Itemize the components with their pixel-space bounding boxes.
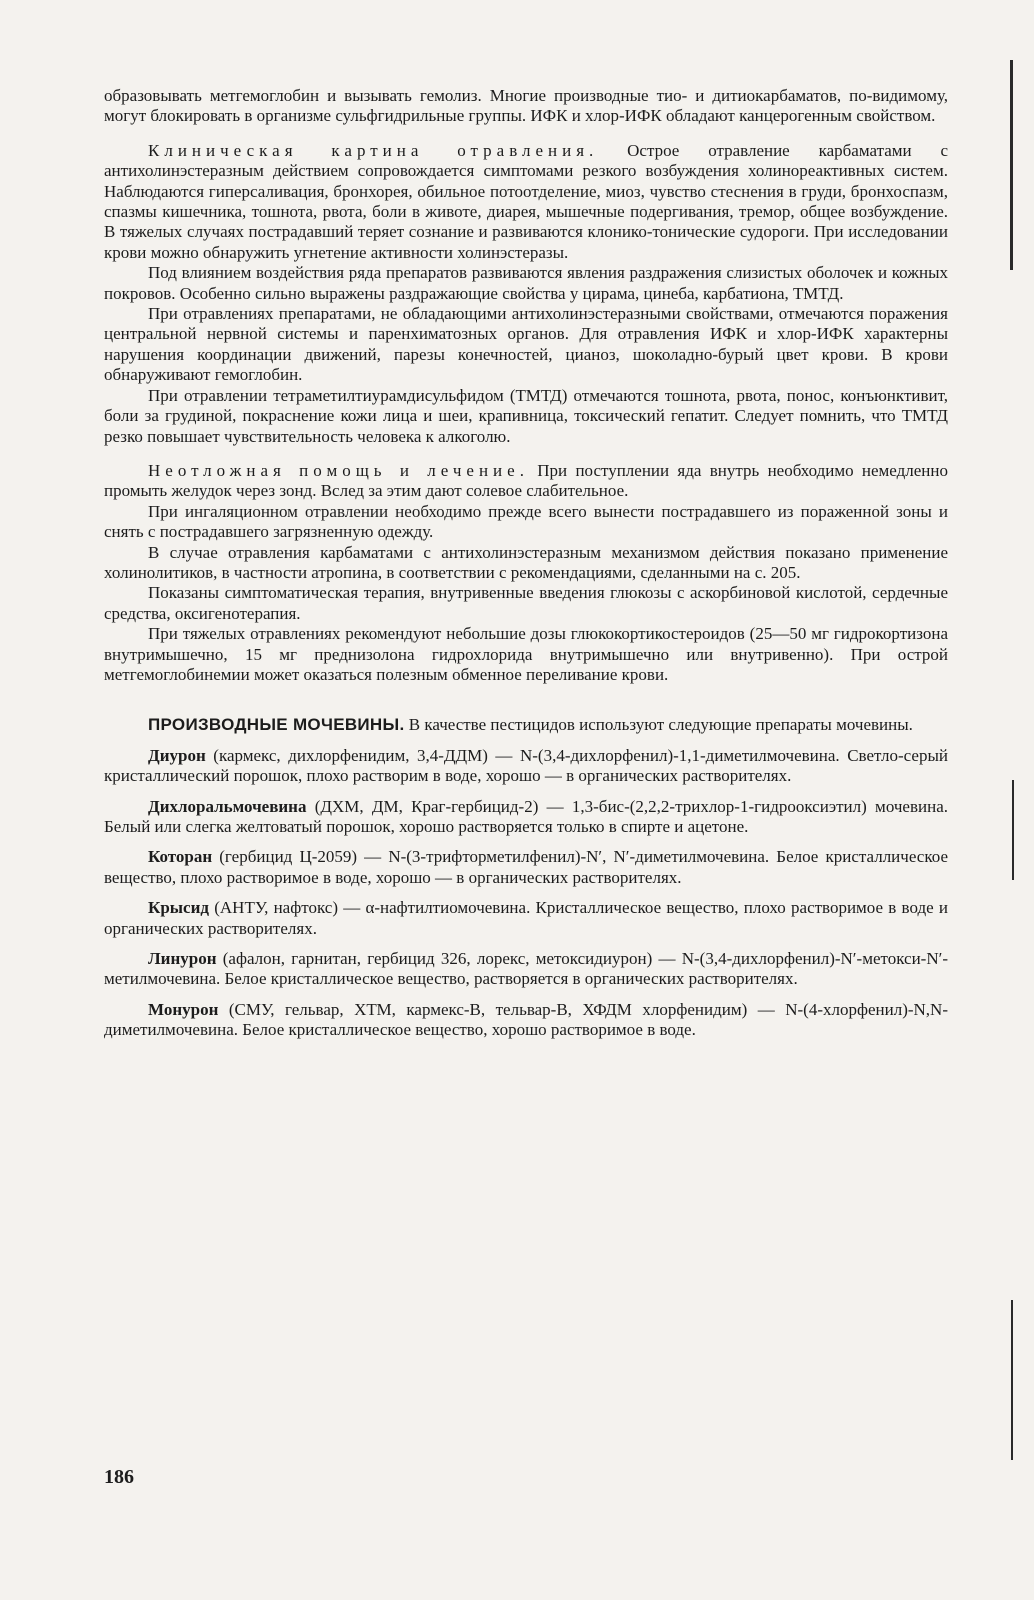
document-page — [104, 86, 948, 1041]
paragraph-text: Острое отравление карбаматами с антихолинэстеразным действием сопровождается симптомами резкого возбуждения холинореактивных систем. Наблюдаются гиперсаливация, бронхорея, обильное потоотделение, миоз, чувство стеснения в груди, бронхоспазм, спазмы кишечника, тошнота, рвота, боли в животе, диарея, мышечные подергивания, тремор, общее возбуждение. В тяжелых случаях пострадавший теряет сознание и развиваются клонико-тонические судороги. При исследовании крови можно обнаружить угнетение активности холинэстеразы. — [104, 140, 948, 262]
paragraph-symptomatic-therapy: Показаны симптоматическая терапия, внутривенные введения глюкозы с аскорбиновой кислотой, сердечные средства, оксигенотерапия. — [104, 583, 948, 623]
paragraph-irritation: Под влиянием воздействия ряда препаратов развиваются явления раздражения слизистых оболочек и кожных покровов. Особенно сильно выражены раздражающие свойства у цирама, цинеба, карбатиона, ТМТД. — [104, 263, 948, 303]
entry-diuron — [104, 746, 948, 787]
paragraph-text: В качестве пестицидов используют следующие препараты мочевины. — [404, 715, 913, 735]
paragraph-severe-poisoning: При тяжелых отравлениях рекомендуют небольшие дозы глюкокортикостероидов (25—50 мг гидрокортизона внутримышечно, 15 мг преднизолона гидрохлорида внутримышечно или внутривенно). При острой метгемоглобинемии может оказаться полезным обменное переливание крови. — [104, 624, 948, 684]
term-linuron: Линурон — [148, 949, 217, 969]
term-monuron: Монурон — [148, 999, 219, 1019]
section-lead-clinical-picture: Клиническая картина отравления. — [148, 140, 599, 160]
term-kotoran: Которан — [148, 847, 213, 867]
paragraph-carbamates-treatment: В случае отравления карбаматами с антихолинэстеразным механизмом действия показано применение холинолитиков, в частности атропина, в соответствии с рекомендациями, сделанными на с. 205. — [104, 542, 948, 582]
entry-monuron — [104, 1000, 948, 1041]
entry-krysid — [104, 898, 948, 939]
term-krysid: Крысид — [148, 898, 209, 918]
entry-text: (СМУ, гельвар, ХТМ, кармекс-В, тельвар-В, ХФДМ хлорфенидим) — N-(4-хлорфенил)-N,N-диметилмочевина. Белое кристаллическое вещество, хорошо растворимое в воде. — [104, 999, 948, 1040]
paragraph-emergency-aid — [104, 461, 948, 502]
paragraph-non-anticholinesterase: При отравлениях препаратами, не обладающими антихолинэстеразными свойствами, отмечаются поражения центральной нервной системы и паренхиматозных органов. Для отравления ИФК и хлор-ИФК характерны нарушения координации движений, парезы конечностей, цианоз, шоколадно-бурый цвет крови. В крови обнаруживают гемоглобин. — [104, 304, 948, 385]
paragraph-clinical-picture — [104, 141, 948, 263]
entry-text: (гербицид Ц-2059) — N-(3-трифторметилфенил)-N′, N′-диметилмочевина. Белое кристаллическое вещество, плохо растворимое в воде, хорошо — в органических растворителях. — [104, 847, 948, 887]
paragraph-text: При поступлении яда внутрь необходимо немедленно промыть желудок через зонд. Вслед за этим дают солевое слабительное. — [104, 460, 948, 501]
entry-dichloralurea — [104, 797, 948, 838]
scan-edge-mark — [1011, 1300, 1013, 1460]
paragraph-intro: образовывать метгемоглобин и вызывать гемолиз. Многие производные тио- и дитиокарбаматов, по-видимому, могут блокировать в организме сульфгидрильные группы. ИФК и хлор-ИФК обладают канцерогенным свойством. — [104, 86, 948, 126]
entry-text: (АНТУ, нафтокс) — α-нафтилтиомочевина. Кристаллическое вещество, плохо растворимое в воде и органических растворителях. — [104, 898, 948, 938]
paragraph-tmtd: При отравлении тетраметилтиурамдисульфидом (ТМТД) отмечаются тошнота, рвота, понос, конъюнктивит, боли за грудиной, покраснение кожи лица и шеи, крапивница, токсический гепатит. Следует помнить, что ТМТД резко повышает чувствительность человека к алкоголю. — [104, 385, 948, 446]
term-diuron: Диурон — [148, 745, 206, 765]
section-lead-emergency-aid: Неотложная помощь и лечение. — [148, 460, 529, 480]
term-dichloralurea: Дихлоральмочевина — [148, 796, 307, 816]
entry-text: (кармекс, дихлорфенидим, 3,4-ДДМ) — N-(3,4-дихлорфенил)-1,1-диметилмочевина. Светло-серый кристаллический порошок, плохо растворим в воде, хорошо — в органических растворителях. — [104, 745, 948, 786]
paragraph-inhalation: При ингаляционном отравлении необходимо прежде всего вынести пострадавшего из пораженной зоны и снять с пострадавшего загрязненную одежду. — [104, 501, 948, 542]
entry-text: (афалон, гарнитан, гербицид 326, лорекс, метоксидиурон) — N-(3,4-дихлорфенил)-N′-метокси-N′-метилмочевина. Белое кристаллическое вещество, растворяется в органических растворителях. — [104, 949, 948, 989]
section-heading-urea-derivatives: ПРОИЗВОДНЫЕ МОЧЕВИНЫ. — [148, 715, 405, 735]
page-number: 186 — [104, 1466, 134, 1488]
paragraph-urea-derivatives — [104, 715, 948, 735]
entry-text: (ДХМ, ДМ, Краг-гербицид-2) — 1,3-бис-(2,2,2-трихлор-1-гидрооксиэтил) мочевина. Белый или слегка желтоватый порошок, хорошо растворяется только в спирте и ацетоне. — [104, 796, 948, 836]
scan-edge-mark — [1012, 780, 1014, 880]
scan-edge-mark — [1010, 60, 1013, 270]
entry-linuron — [104, 949, 948, 990]
entry-kotoran — [104, 847, 948, 888]
